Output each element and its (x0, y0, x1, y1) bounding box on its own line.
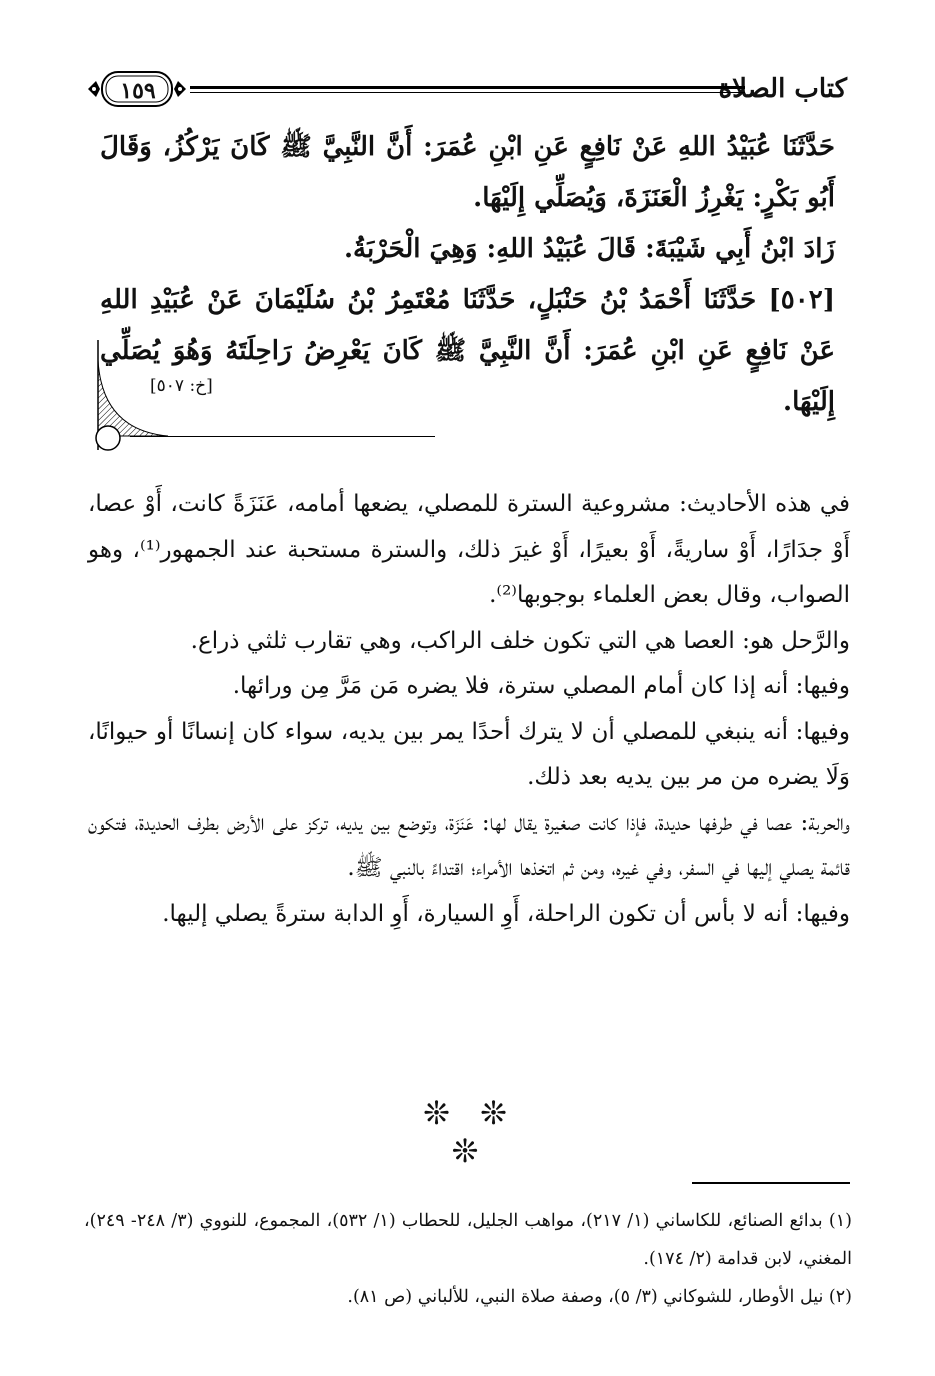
footnote-rule (692, 1182, 850, 1184)
section-separator-stars: ❊ ❊ ❊ (423, 1094, 517, 1170)
frame-corner-ornament-icon (88, 340, 184, 460)
commentary-paragraph: والرَّحل هو: العصا هي التي تكون خلف الراكب، وهي تقارب ثلثي ذراع. (190, 627, 850, 654)
footnote: (٢) نيل الأوطار، للشوكاني (٣/ ٥)، وصفة صلاة النبي، للألباني (ص ٨١). (347, 1287, 852, 1307)
footnotes-block (84, 1202, 852, 1316)
commentary-paragraph: وفيها: أنه إذا كان أمام المصلي سترة، فلا يضره مَن مَرَّ مِن ورائها. (232, 673, 850, 699)
commentary-paragraph: في هذه الأحاديث: مشروعية السترة للمصلي، يضعها أمامه، عَنَزَةً كانت، أَوْ عصا، أَوْ جدَارًا، أَوْ ساريةً، أَوْ بعيرًا، أَوْ غيرَ ذلك، والسترة مستحبة عند الجمهور⁽¹⁾، وهو الصواب، وقال بعض العلماء بوجوبها⁽²⁾. (88, 491, 850, 608)
header-rule (190, 86, 745, 93)
commentary-paragraph: وفيها: أنه ينبغي للمصلي أن لا يترك أحدًا يمر بين يديه، سواء كان إنسانًا أو حيوانًا، وَلَا يضره من مر بين يديه بعد ذلك. (88, 718, 850, 790)
page-number: ١٥٩ (120, 78, 156, 104)
commentary-block (88, 482, 850, 937)
footnote: (١) بدائع الصنائع، للكاساني (١/ ٢١٧)، مواهب الجليل، للحطاب (١/ ٥٣٢)، المجموع، للنووي (٣/ ٢٤٨- ٢٤٩)، المغني، لابن قدامة (٢/ ١٧٤). (84, 1211, 852, 1269)
commentary-paragraph: وفيها: أنه لا بأس أن تكون الراحلة، أَوِ السيارة، أَوِ الدابة سترةً يصلي إليها. (162, 900, 850, 927)
commentary-paragraph: والحربة: عصا في طرفها حديدة، فإذا كانت صغيرة يقال لها: عَنَزَة، وتوضع بين يديه، تركز على الأرض بطرف الحديدة، فتكون قائمة يصلي إليها في السفر، وفي غيره، ومن ثم اتخذها الأمراء؛ اقتداءً بالنبي ﷺ. (88, 809, 850, 881)
hadith-line: زَادَ ابْنُ أَبِي شَيْبَةَ: قَالَ عُبَيْدُ اللهِ: وَهِيَ الْحَرْبَةُ. (344, 234, 835, 264)
running-head-title: كتاب الصلاة (718, 74, 847, 104)
frame-bottom-rule (130, 436, 435, 437)
hadith-line: [٥٠٢] حَدَّثَنَا أَحْمَدُ بْنُ حَنْبَلٍ، حَدَّثَنَا مُعْتَمِرُ بْنُ سُلَيْمَانَ عَنْ عُبَيْدِ اللهِ عَنْ نَافِعٍ عَنِ ابْنِ عُمَرَ: أَنَّ النَّبِيَّ ﷺ كَانَ يَعْرِضُ رَاحِلَتَهُ وَهُوَ يُصَلِّي إِلَيْهَا. (100, 285, 835, 417)
bukhari-reference: [خ: ٥٠٧] (150, 376, 213, 396)
hadith-line: حَدَّثَنَا عُبَيْدُ اللهِ عَنْ نَافِعٍ عَنِ ابْنِ عُمَرَ: أَنَّ النَّبِيَّ ﷺ كَانَ يَرْكُزُ، وَقَالَ أَبُو بَكْرٍ: يَغْرِزُ الْعَنَزَةَ، وَيُصَلِّي إِلَيْهَا. (100, 132, 835, 213)
